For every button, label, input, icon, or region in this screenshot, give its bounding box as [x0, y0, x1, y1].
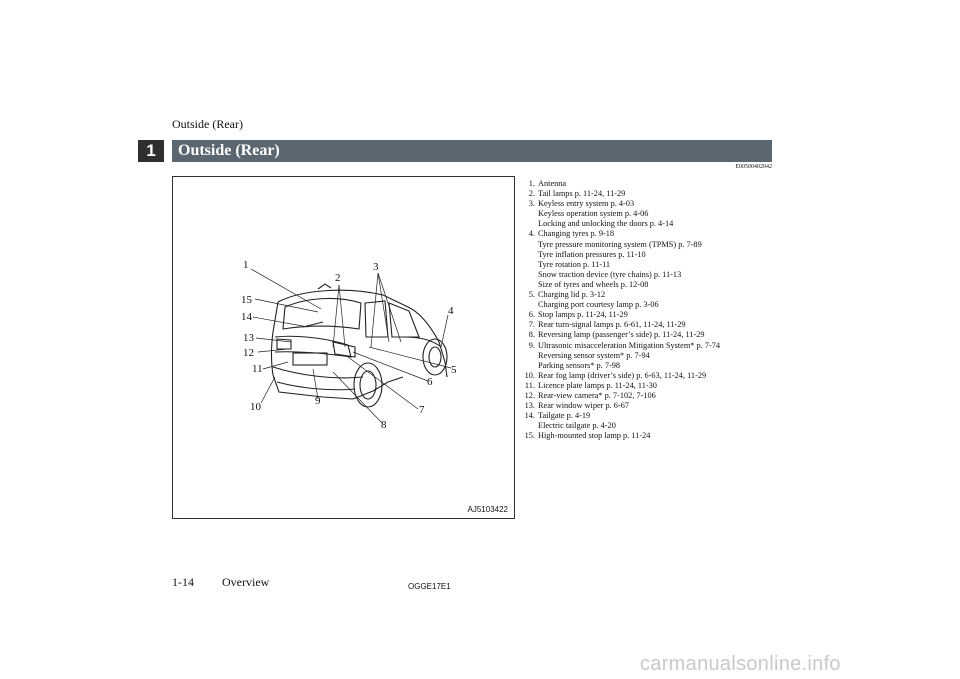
list-item-number: 1.	[528, 179, 535, 188]
list-item-text: Charging port courtesy lamp p. 3-06	[538, 300, 659, 310]
callout-10: 10	[250, 401, 261, 413]
list-item-number: 13.	[524, 401, 535, 411]
list-item-text: Tailgate p. 4-19	[538, 411, 591, 421]
watermark: carmanualsonline.info	[640, 653, 841, 675]
section-code: E00500402042	[735, 164, 772, 170]
list-item-text: Stop lamps p. 11-24, 11-29	[538, 310, 628, 320]
list-item-text: Keyless operation system p. 4-06	[538, 209, 649, 219]
callout-5: 5	[451, 364, 457, 376]
list-item-text: Electric tailgate p. 4-20	[538, 421, 616, 431]
section-title: Outside (Rear)	[172, 140, 772, 162]
list-item	[522, 401, 782, 411]
list-item-number: 11.	[524, 380, 535, 390]
list-item-number: 10.	[524, 370, 535, 380]
callout-12: 12	[243, 347, 254, 359]
list-item-number: 6.	[528, 310, 535, 320]
list-item	[522, 189, 782, 199]
callout-15: 15	[241, 294, 252, 306]
car-rear-figure	[172, 176, 515, 519]
list-item	[522, 179, 782, 189]
list-item	[522, 330, 782, 340]
callout-8: 8	[381, 419, 387, 431]
list-item-text: Size of tyres and wheels p. 12-08	[538, 279, 649, 289]
list-item-text: High-mounted stop lamp p. 11-24	[538, 431, 651, 441]
list-item-text: Rear-view camera* p. 7-102, 7-106	[538, 390, 656, 400]
list-item-number: 2.	[528, 189, 535, 199]
list-item-text: Tyre pressure monitoring system (TPMS) p. 7-89	[538, 239, 702, 249]
list-item	[522, 320, 782, 330]
list-item-number: 15.	[524, 431, 535, 441]
list-item-text: Antenna	[538, 179, 567, 188]
footer-section: Overview	[222, 575, 270, 589]
figure-id: AJ5103422	[467, 505, 508, 514]
list-item-text: Reversing sensor system* p. 7-94	[538, 350, 650, 360]
page-number: 1-14	[172, 575, 194, 589]
list-item-text: Rear fog lamp (driver’s side) p. 6-63, 11-24, 11-29	[538, 370, 707, 380]
list-item-number: 12.	[524, 390, 535, 400]
callout-4: 4	[448, 305, 454, 317]
list-item-number: 3.	[528, 199, 535, 209]
callout-3: 3	[373, 261, 379, 273]
list-item-text: Reversing lamp (passenger’s side) p. 11-24, 11-29	[538, 330, 705, 340]
list-item-text: Tyre rotation p. 11-11	[538, 259, 611, 269]
list-item-text: Rear window wiper p. 6-67	[538, 401, 630, 411]
car-illustration	[173, 177, 514, 518]
callout-1: 1	[243, 259, 249, 271]
list-item-text: Parking sensors* p. 7-98	[538, 360, 621, 370]
list-item-number: 5.	[528, 290, 535, 300]
callout-11: 11	[252, 363, 263, 375]
callout-9: 9	[315, 395, 321, 407]
list-item	[522, 431, 782, 441]
list-item	[522, 229, 782, 290]
list-item	[522, 391, 782, 401]
list-item-text: Licence plate lamps p. 11-24, 11-30	[538, 380, 657, 390]
list-item	[522, 411, 782, 431]
list-item-text: Tail lamps p. 11-24, 11-29	[538, 189, 626, 199]
list-item-number: 8.	[528, 330, 535, 340]
callout-6: 6	[427, 376, 433, 388]
list-item	[522, 290, 782, 310]
list-item-number: 14.	[524, 411, 535, 421]
callout-7: 7	[419, 404, 425, 416]
list-item	[522, 381, 782, 391]
callout-2: 2	[335, 272, 341, 284]
list-item	[522, 341, 782, 371]
running-head: Outside (Rear)	[172, 117, 243, 131]
list-item	[522, 199, 782, 229]
callout-13: 13	[243, 332, 254, 344]
list-item-text: Locking and unlocking the doors p. 4-14	[538, 219, 674, 229]
callout-14: 14	[241, 311, 252, 323]
list-item-text: Rear turn-signal lamps p. 6-61, 11-24, 11-29	[538, 320, 686, 330]
list-item-text: Snow traction device (tyre chains) p. 11-13	[538, 269, 682, 279]
list-item-number: 7.	[528, 320, 535, 330]
list-item-text: Changing tyres p. 9-18	[538, 229, 615, 239]
list-item-text: Keyless entry system p. 4-03	[538, 199, 635, 209]
doc-code: OGGE17E1	[408, 582, 451, 591]
list-item-text: Charging lid p. 3-12	[538, 290, 606, 300]
list-item	[522, 371, 782, 381]
list-item	[522, 310, 782, 320]
component-list	[522, 179, 782, 441]
list-item-number: 9.	[528, 340, 535, 350]
list-item-text: Ultrasonic misacceleration Mitigation System* p. 7-74	[538, 340, 721, 350]
list-item-number: 4.	[528, 229, 535, 239]
chapter-tab: 1	[138, 140, 164, 162]
list-item-text: Tyre inflation pressures p. 11-10	[538, 249, 646, 259]
